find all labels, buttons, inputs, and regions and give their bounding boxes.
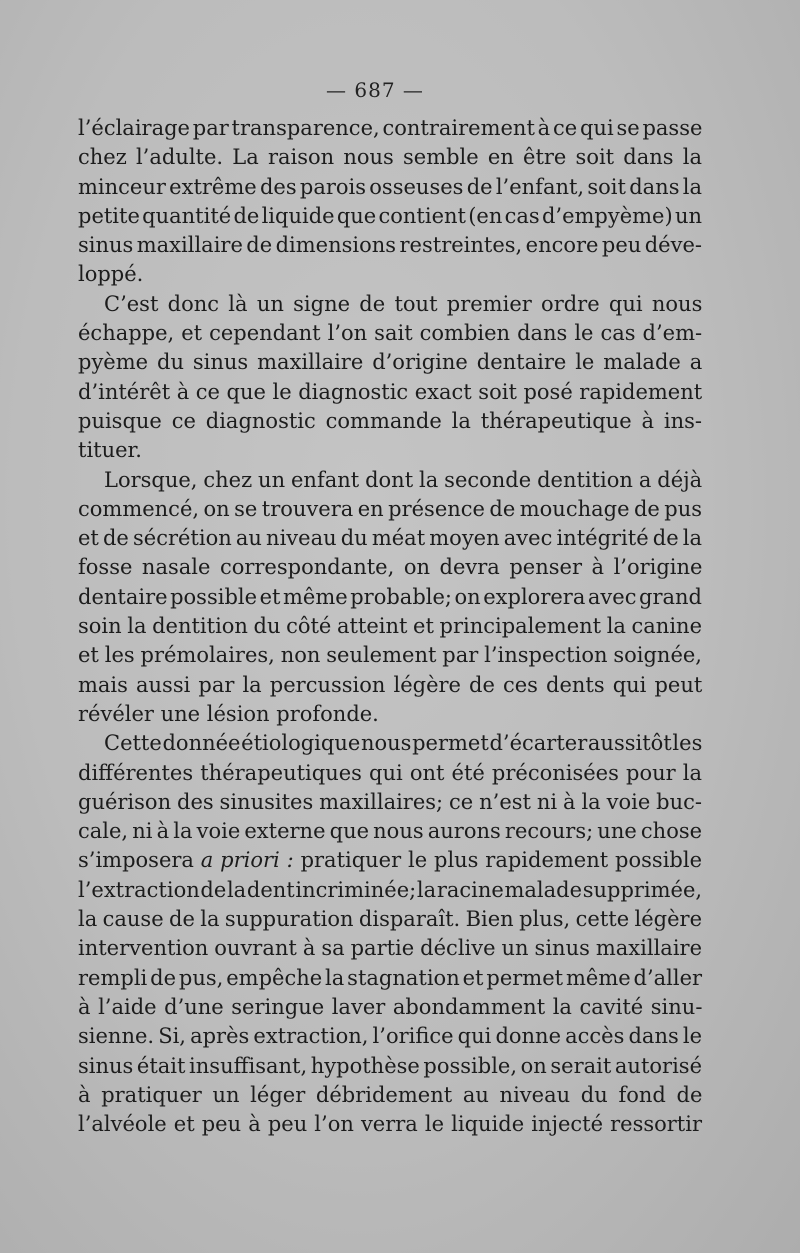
- text-line: chez l’adulte. La raison nous semble en être soit dans la: [78, 145, 702, 170]
- text-line: d’intérêt à ce que le diagnostic exact soit posé rapidement: [78, 379, 703, 404]
- text-line: et de sécrétion au niveau du méat moyen avec intégrité de la: [78, 526, 702, 551]
- text-fragment: s’imposera: [78, 848, 194, 873]
- text-line: l’extraction de la dent incriminée; la racine malade supprimée,: [78, 877, 703, 902]
- text-line: l’éclairage par transparence, contrairement à ce qui se passe: [78, 116, 703, 140]
- text-line: dentaire possible et même probable; on explorera avec grand: [78, 584, 702, 609]
- text-line: pyème du sinus maxillaire d’origine dentaire le malade a: [78, 350, 703, 375]
- text-line: sinus maxillaire de dimensions restreintes, encore peu déve-: [78, 233, 702, 258]
- text-line: différentes thérapeutiques qui ont été préconisées pour la: [78, 760, 702, 785]
- text-line: Cette donnée étiologique nous permet d’écarter aussitôt les: [104, 731, 703, 756]
- text-line: intervention ouvrant à sa partie déclive un sinus maxillaire: [78, 936, 702, 961]
- paragraph-1: [78, 114, 702, 290]
- page-number: — 687 —: [326, 78, 424, 102]
- text-line: minceur extrême des parois osseuses de l’enfant, soit dans la: [78, 174, 702, 199]
- text-line: loppé.: [78, 262, 144, 287]
- text-line: petite quantité de liquide que contient (en cas d’empyème) un: [78, 203, 702, 228]
- text-line: mais aussi par la percussion légère de ces dents qui peut: [78, 672, 703, 697]
- text-line: soin la dentition du côté atteint et principalement la canine: [78, 614, 702, 639]
- text-line: l’alvéole et peu à peu l’on verra le liquide injecté ressortir: [78, 1112, 702, 1137]
- text-line: Lorsque, chez un enfant dont la seconde dentition a déjà: [104, 467, 703, 492]
- italic-phrase: a priori :: [200, 848, 294, 873]
- paragraph-2: [78, 290, 702, 466]
- text-line: rempli de pus, empêche la stagnation et permet même d’aller: [78, 965, 703, 990]
- text-line: échappe, et cependant l’on sait combien dans le cas d’em-: [78, 321, 703, 346]
- text-line: guérison des sinusites maxillaires; ce n’est ni à la voie buc-: [78, 789, 702, 814]
- text-line: cale, ni à la voie externe que nous aurons recours; une chose: [78, 819, 703, 844]
- text-line: puisque ce diagnostic commande la thérapeutique à ins-: [78, 408, 702, 433]
- paragraph-3: [78, 466, 702, 730]
- text-line: sienne. Si, après extraction, l’orifice qui donne accès dans le: [78, 1024, 703, 1049]
- text-line: à l’aide d’une seringue laver abondamment la cavité sinu-: [78, 994, 703, 1019]
- text-line: commencé, on se trouvera en présence de mouchage de pus: [78, 496, 703, 521]
- text-line: fosse nasale correspondante, on devra penser à l’origine: [78, 555, 703, 580]
- text-line: la cause de la suppuration disparaît. Bien plus, cette légère: [78, 907, 702, 932]
- text-line: tituer.: [78, 438, 142, 463]
- text-fragment: pratiquer le plus rapidement possible: [300, 848, 702, 873]
- text-line: et les prémolaires, non seulement par l’inspection soignée,: [78, 643, 702, 668]
- body-text: [78, 114, 702, 1139]
- text-line: révéler une lésion profonde.: [78, 701, 379, 726]
- text-line-with-italic: [78, 846, 702, 875]
- text-line: sinus était insuffisant, hypothèse possible, on serait autorisé: [78, 1053, 702, 1078]
- text-line: C’est donc là un signe de tout premier ordre qui nous: [104, 291, 703, 316]
- text-line: à pratiquer un léger débridement au niveau du fond de: [78, 1082, 703, 1107]
- paragraph-4: [78, 729, 702, 1139]
